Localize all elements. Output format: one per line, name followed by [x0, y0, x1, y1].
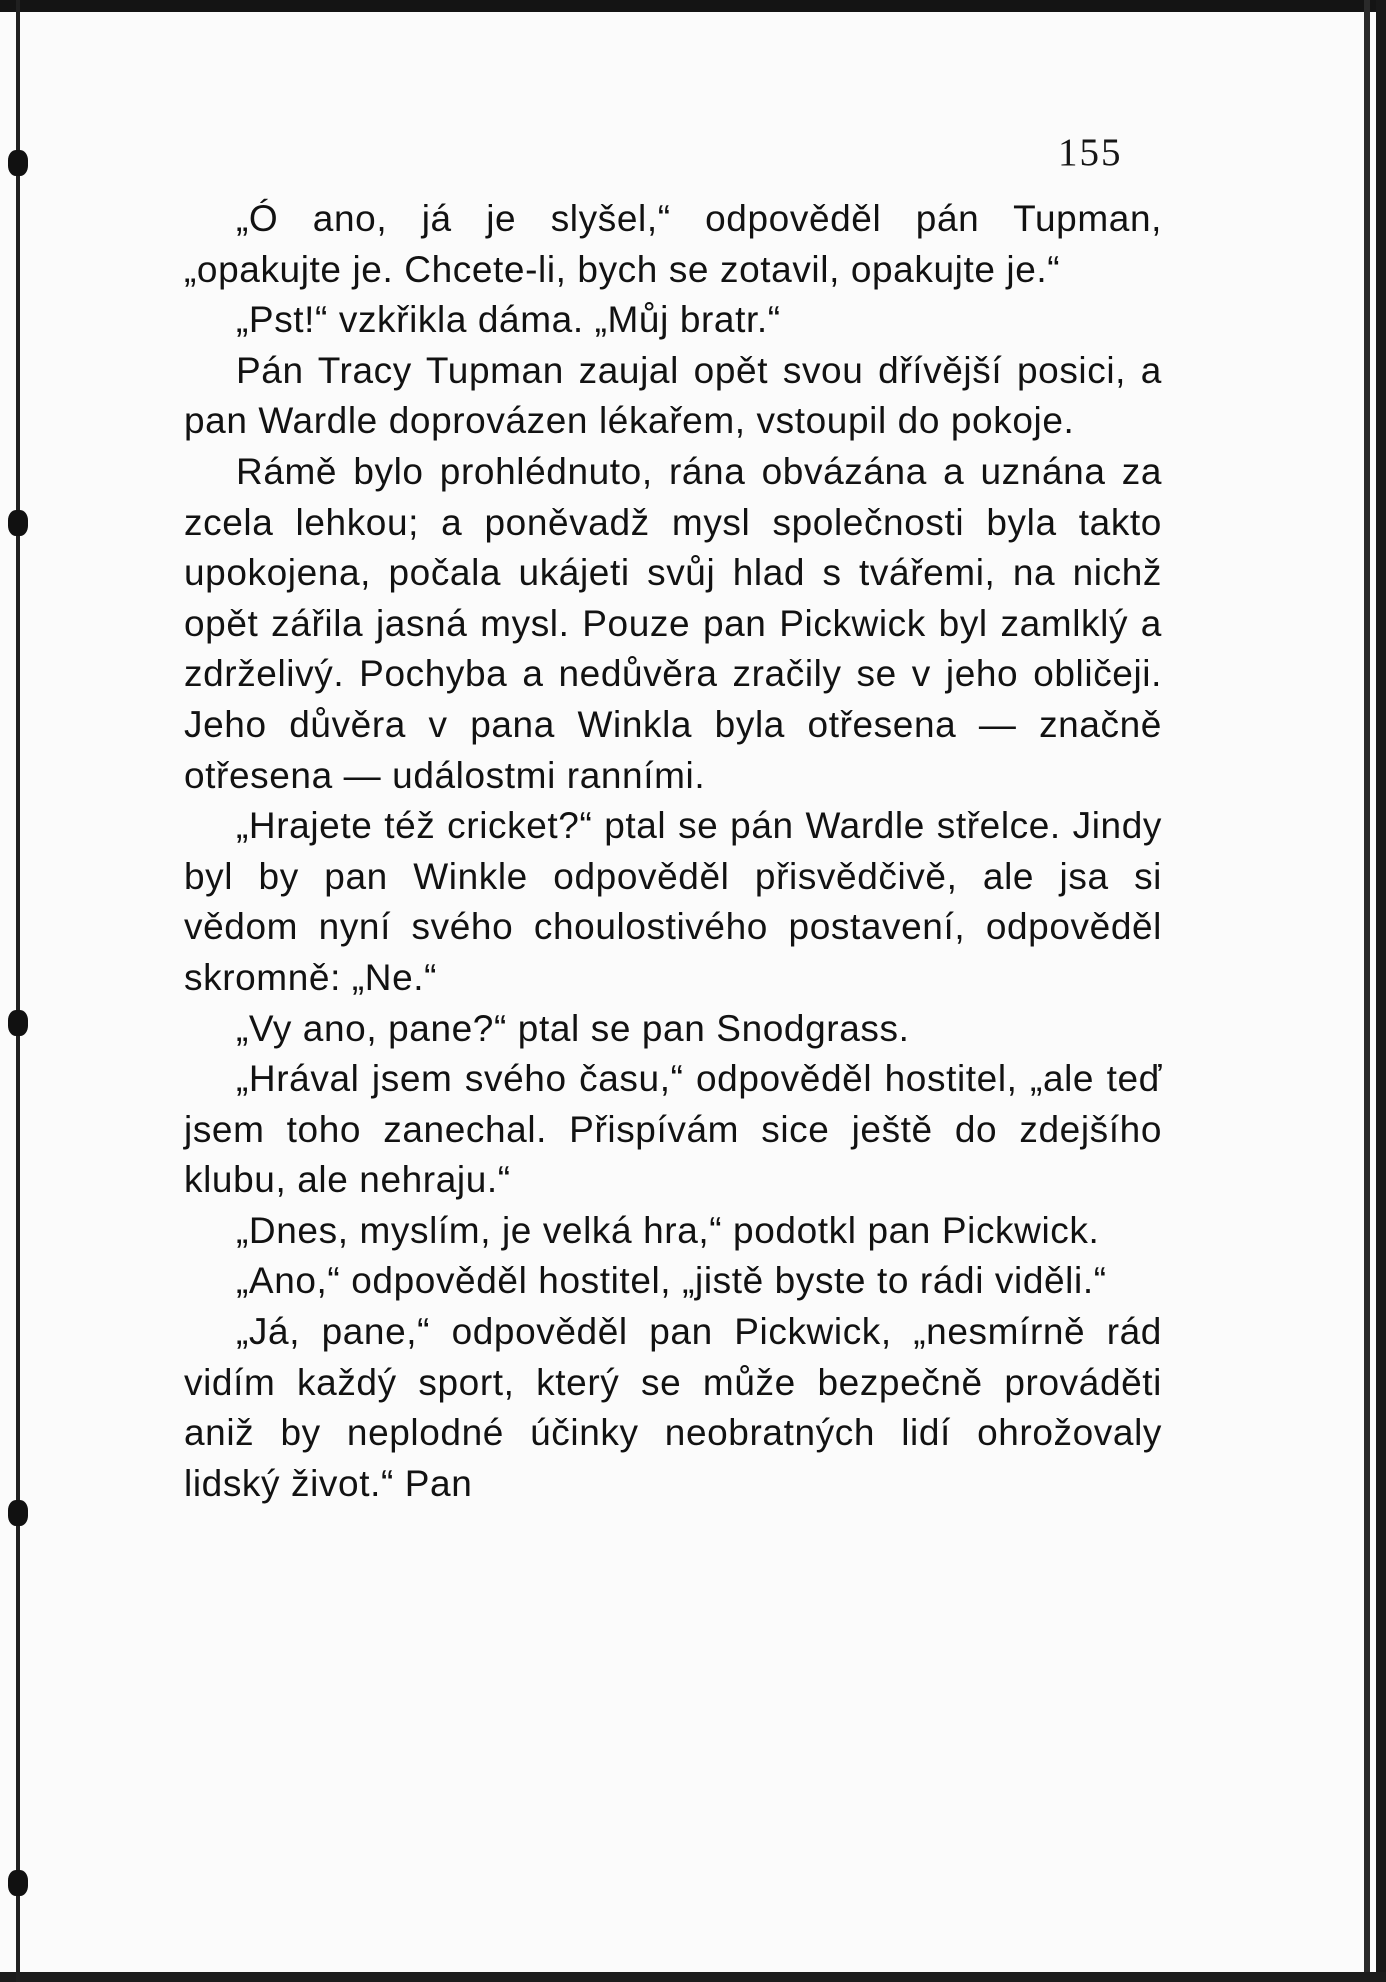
scan-right-inner-edge — [1364, 0, 1370, 1982]
paragraph: „Hrával jsem svého času,“ odpověděl hostitel, „ale teď jsem toho zanechal. Přispívám sice ještě do zdejšího klubu, ale nehraju.“ — [184, 1058, 1162, 1201]
binding-spine — [16, 0, 20, 1982]
page-number: 155 — [1058, 131, 1123, 174]
scan-bottom-edge — [0, 1972, 1386, 1982]
binding-mark — [8, 150, 28, 176]
paragraph: „Ano,“ odpověděl hostitel, „jistě byste to rádi viděli.“ — [236, 1260, 1107, 1302]
scan-right-edge — [1376, 0, 1386, 1982]
scan-top-edge — [0, 0, 1386, 12]
paragraph: „Hrajete též cricket?“ ptal se pán Wardle střelce. Jindy byl by pan Winkle odpověděl přisvědčivě, ale jsa si vědom nyní svého choulostivého postavení, odpověděl skromně: „Ne.“ — [184, 805, 1162, 998]
binding-mark — [8, 1500, 28, 1526]
body-text — [184, 194, 1162, 1509]
binding-mark — [8, 1870, 28, 1896]
paragraph: „Ó ano, já je slyšel,“ odpověděl pán Tupman, „opakujte je. Chcete-li, bych se zotavil, opakujte je.“ — [184, 198, 1162, 290]
paragraph: Rámě bylo prohlédnuto, rána obvázána a uznána za zcela lehkou; a poněvadž mysl společnosti byla takto upokojena, počala ukájeti svůj hlad s tvářemi, na nichž opět zářila jasná mysl. Pouze pan Pickwick byl zamlklý a zdrželivý. Pochyba a nedůvěra zračily se v jeho obličeji. Jeho důvěra v pana Winkla byla otřesena — značně otřesena — událostmi ranními. — [184, 450, 1162, 796]
paragraph: Pán Tracy Tupman zaujal opět svou dřívější posici, a pan Wardle doprovázen lékařem, vstoupil do pokoje. — [184, 349, 1162, 442]
binding-mark — [8, 1010, 28, 1036]
paragraph: „Já, pane,“ odpověděl pan Pickwick, „nesmírně rád vidím každý sport, který se může bezpečně prováděti aniž by neplodné účinky neobratných lidí ohrožovaly lidský život.“ Pan — [184, 1311, 1162, 1504]
paragraph: „Vy ano, pane?“ ptal se pan Snodgrass. — [236, 1007, 910, 1049]
paragraph: „Pst!“ vzkřikla dáma. „Můj bratr.“ — [236, 299, 781, 341]
paragraph: „Dnes, myslím, je velká hra,“ podotkl pan Pickwick. — [236, 1209, 1100, 1251]
binding-mark — [8, 510, 28, 536]
